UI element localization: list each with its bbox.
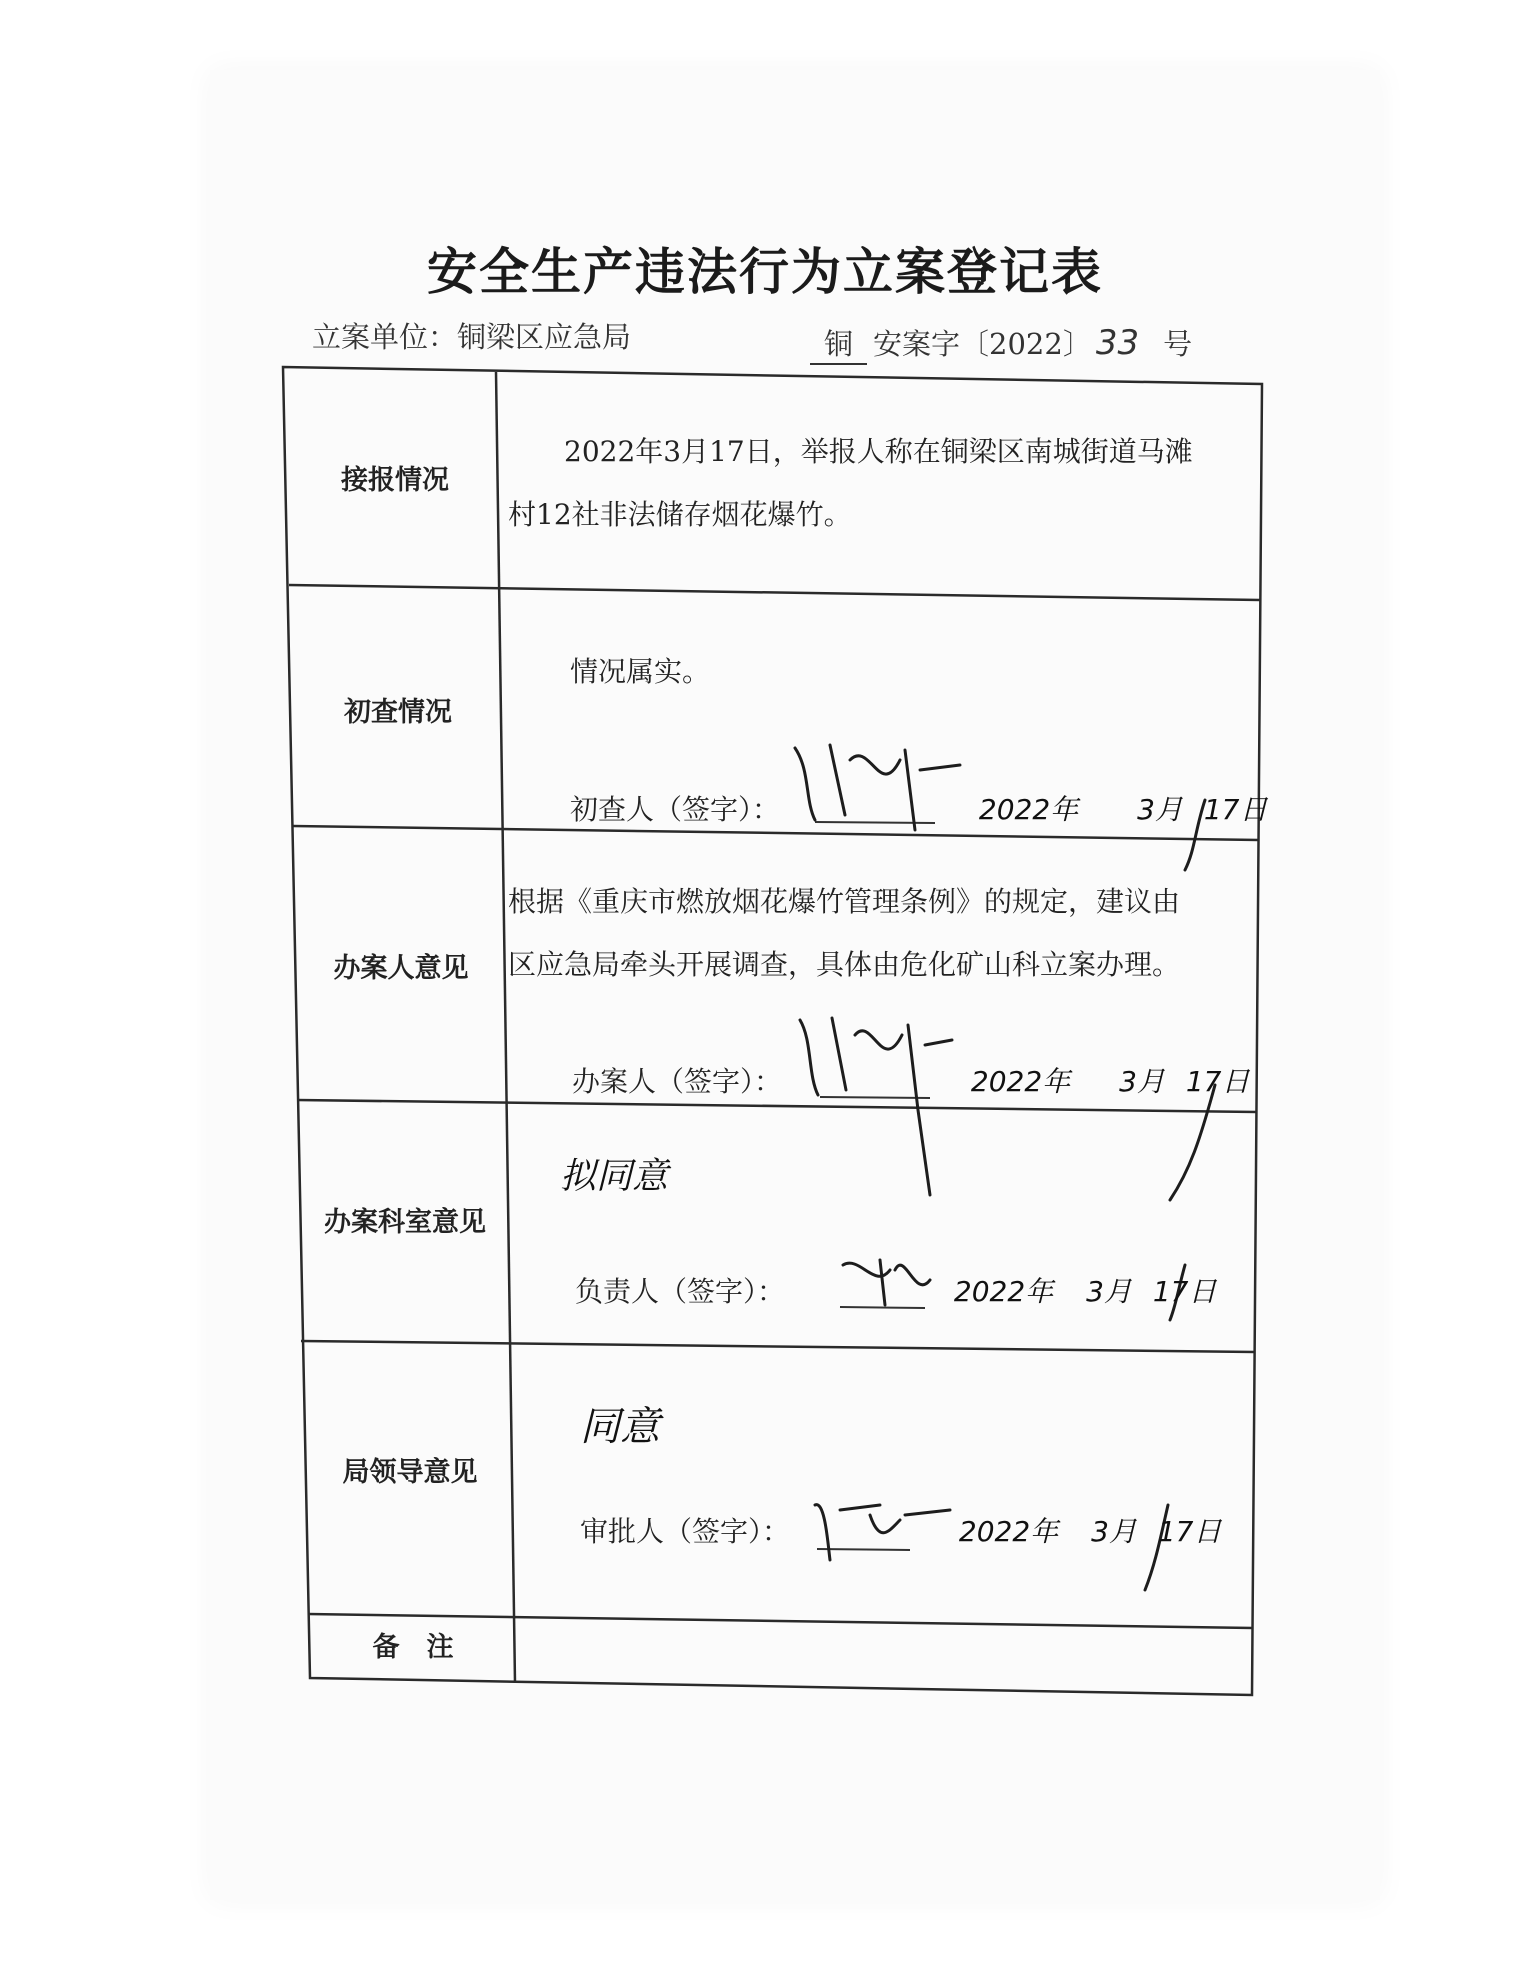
handler-text — [508, 870, 1258, 996]
leader-date-month: 3月 — [1091, 1515, 1137, 1548]
handler-sign-row — [572, 1060, 1249, 1100]
handler-date-day: 17日 — [1185, 1065, 1250, 1098]
remarks-content — [520, 1632, 1240, 1682]
case-middle: 安案字〔2022〕 — [873, 327, 1092, 361]
leader-label: 局领导意见 — [342, 1457, 478, 1488]
filing-unit: 立案单位：铜梁区应急局 — [312, 320, 632, 354]
report-text — [508, 420, 1258, 546]
inspection-sign-row — [570, 788, 1267, 828]
inspection-date-day: 17日 — [1203, 793, 1268, 826]
handler-label: 办案人意见 — [333, 953, 469, 984]
document-title: 安全生产违法行为立案登记表 — [427, 242, 1103, 301]
department-date-month: 3月 — [1086, 1275, 1132, 1308]
department-sign-row — [575, 1270, 1216, 1310]
department-date-day: 17日 — [1152, 1275, 1217, 1308]
leader-sign-row — [580, 1510, 1221, 1550]
case-suffix: 号 — [1163, 327, 1193, 361]
handler-date-month: 3月 — [1119, 1065, 1165, 1098]
leader-handwritten-opinion: 同意 — [580, 1404, 660, 1450]
report-label: 接报情况 — [341, 465, 449, 496]
remarks-label: 备 注 — [372, 1632, 454, 1663]
leader-date-day: 17日 — [1157, 1515, 1222, 1548]
case-number-handwritten: 33 — [1095, 323, 1140, 363]
department-handwritten-opinion: 拟同意 — [560, 1156, 669, 1197]
inspection-label: 初查情况 — [344, 697, 452, 728]
inspection-date-year: 2022年 — [978, 793, 1079, 826]
handler-date-year: 2022年 — [970, 1065, 1071, 1098]
department-label: 办案科室意见 — [324, 1207, 486, 1238]
case-prefix: 铜 — [810, 322, 867, 365]
inspection-date-month: 3月 — [1137, 793, 1183, 826]
inspection-sign-label: 初查人（签字）： — [570, 793, 781, 826]
handler-line-1: 根据《重庆市燃放烟花爆竹管理条例》的规定，建议由 — [508, 885, 1181, 918]
department-date-year: 2022年 — [953, 1275, 1054, 1308]
report-line-2: 村12社非法储存烟花爆竹。 — [508, 498, 852, 531]
handler-line-2: 区应急局牵头开展调查，具体由危化矿山科立案办理。 — [508, 948, 1181, 981]
handler-sign-label: 办案人（签字）： — [572, 1065, 783, 1098]
department-sign-label: 负责人（签字）： — [575, 1275, 786, 1308]
leader-sign-label: 审批人（签字）： — [580, 1515, 791, 1548]
leader-date-year: 2022年 — [958, 1515, 1059, 1548]
report-line-1: 2022年3月17日，举报人称在铜梁区南城街道马滩 — [564, 435, 1193, 468]
inspection-text: 情况属实。 — [570, 655, 711, 688]
